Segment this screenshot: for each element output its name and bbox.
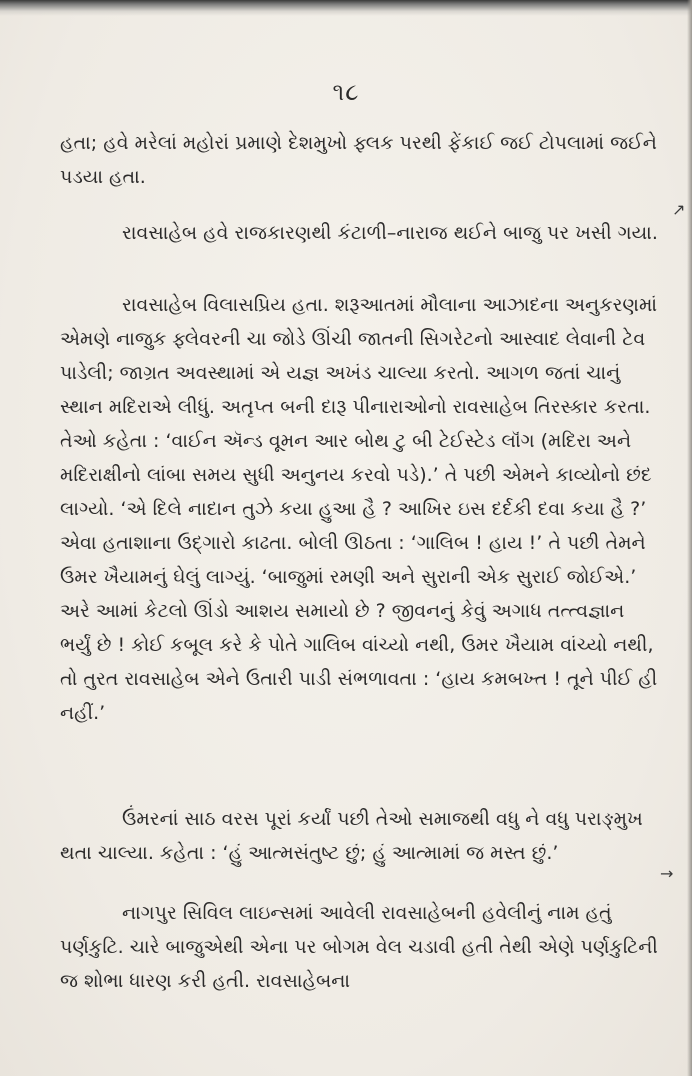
paragraph-2: રાવસાહેબ હવે રાજકારણથી કંટાળી–નારાજ થઈને બાજુ પર ખસી ગયા. <box>122 222 658 244</box>
margin-arrow-mark-upper: ↗ <box>672 200 686 219</box>
paragraph-3: રાવસાહેબ વિલાસપ્રિય હતા. શરૂઆતમાં મૌલાના આઝાદના અનુકરણમાં એમણે નાજુક ફ્લેવરની ચા જોડે ઊંચી જાતની સિગરેટનો આસ્વાદ લેવાની ટેવ પાડેલી; જાગ્રત અવસ્થામાં એ યજ્ઞ અખંડ ચાલ્યા કરતો. આગળ જતાં ચાનું સ્થાન મદિરાએ લીધું. અતૃપ્ત બની દારૂ પીનારાઓનો રાવસાહેબ તિરસ્કાર કરતા. તેઓ કહેતા : ‘વાઈન ઍન્ડ વૂમન આર બોથ ટુ બી ટેઈસ્ટેડ લૉંગ (મદિરા અને મદિરાક્ષીનો લાંબા સમય સુધી અનુનય કરવો પડે).’ તે પછી એમને કાવ્યોનો છંદ લાગ્યો. ‘એ દિલે નાદાન તુઝે કયા હુઆ હૈ ? આખિર ઇસ દર્દકી દવા કયા હૈ ?’ એવા હતાશાના ઉદ્ગારો કાઢતા. બોલી ઊઠતા : ‘ગાલિબ ! હાય !’ તે પછી તેમને ઉમર ખૈયામનું ઘેલું લાગ્યું. ‘બાજુમાં રમણી અને સુરાની એક સુરાઈ જોઈએ.’ અરે આમાં કેટલો ઊંડો આશય સમાયો છે ? જીવનનું કેવું અગાધ તત્ત્વજ્ઞાન ભર્યું છે ! કોઈ કબૂલ કરે કે પોતે ગાલિબ વાંચ્યો નથી, ઉમર ખૈયામ વાંચ્યો નથી, તો તુરત રાવસાહેબ એને ઉતારી પાડી સંભળાવતા : ‘હાય કમબખ્ત ! તૂને પીઈ હી નહીં.’ <box>60 294 658 724</box>
page-top-shadow <box>0 0 692 16</box>
paragraph-4: ઉંમરનાં સાઠ વરસ પૂરાં કર્યાં પછી તેઓ સમાજથી વધુ ને વધુ પરાઙ્મુખ થતા ચાલ્યા. કહેતા : ‘હું આત્મસંતુષ્ટ છું; હું આત્મામાં જ મસ્ત છું.’ <box>60 808 643 864</box>
paragraph-1-block <box>60 126 658 194</box>
paragraph-4-block <box>60 802 658 870</box>
paragraph-5-block <box>60 896 658 998</box>
paragraph-2-block <box>60 216 658 250</box>
page-number: ૧૮ <box>332 78 360 106</box>
paragraph-1: હતા; હવે મરેલાં મહોરાં પ્રમાણે દેશમુખો ફ્લક પરથી ફેંકાઈ જઈ ટોપલામાં જઈને પડયા હતા. <box>60 132 657 188</box>
paragraph-5: નાગપુર સિવિલ લાઇન્સમાં આવેલી રાવસાહેબની હવેલીનું નામ હતું પર્ણકુટિ. ચારે બાજુએથી એના પર બોગમ વેલ ચડાવી હતી તેથી એણે પર્ણકુટિની જ શોભા ધારણ કરી હતી. રાવસાહેબના <box>60 902 658 992</box>
margin-arrow-mark-lower: → <box>660 864 674 883</box>
paragraph-3-block <box>60 288 658 730</box>
page-right-edge <box>687 0 692 1076</box>
